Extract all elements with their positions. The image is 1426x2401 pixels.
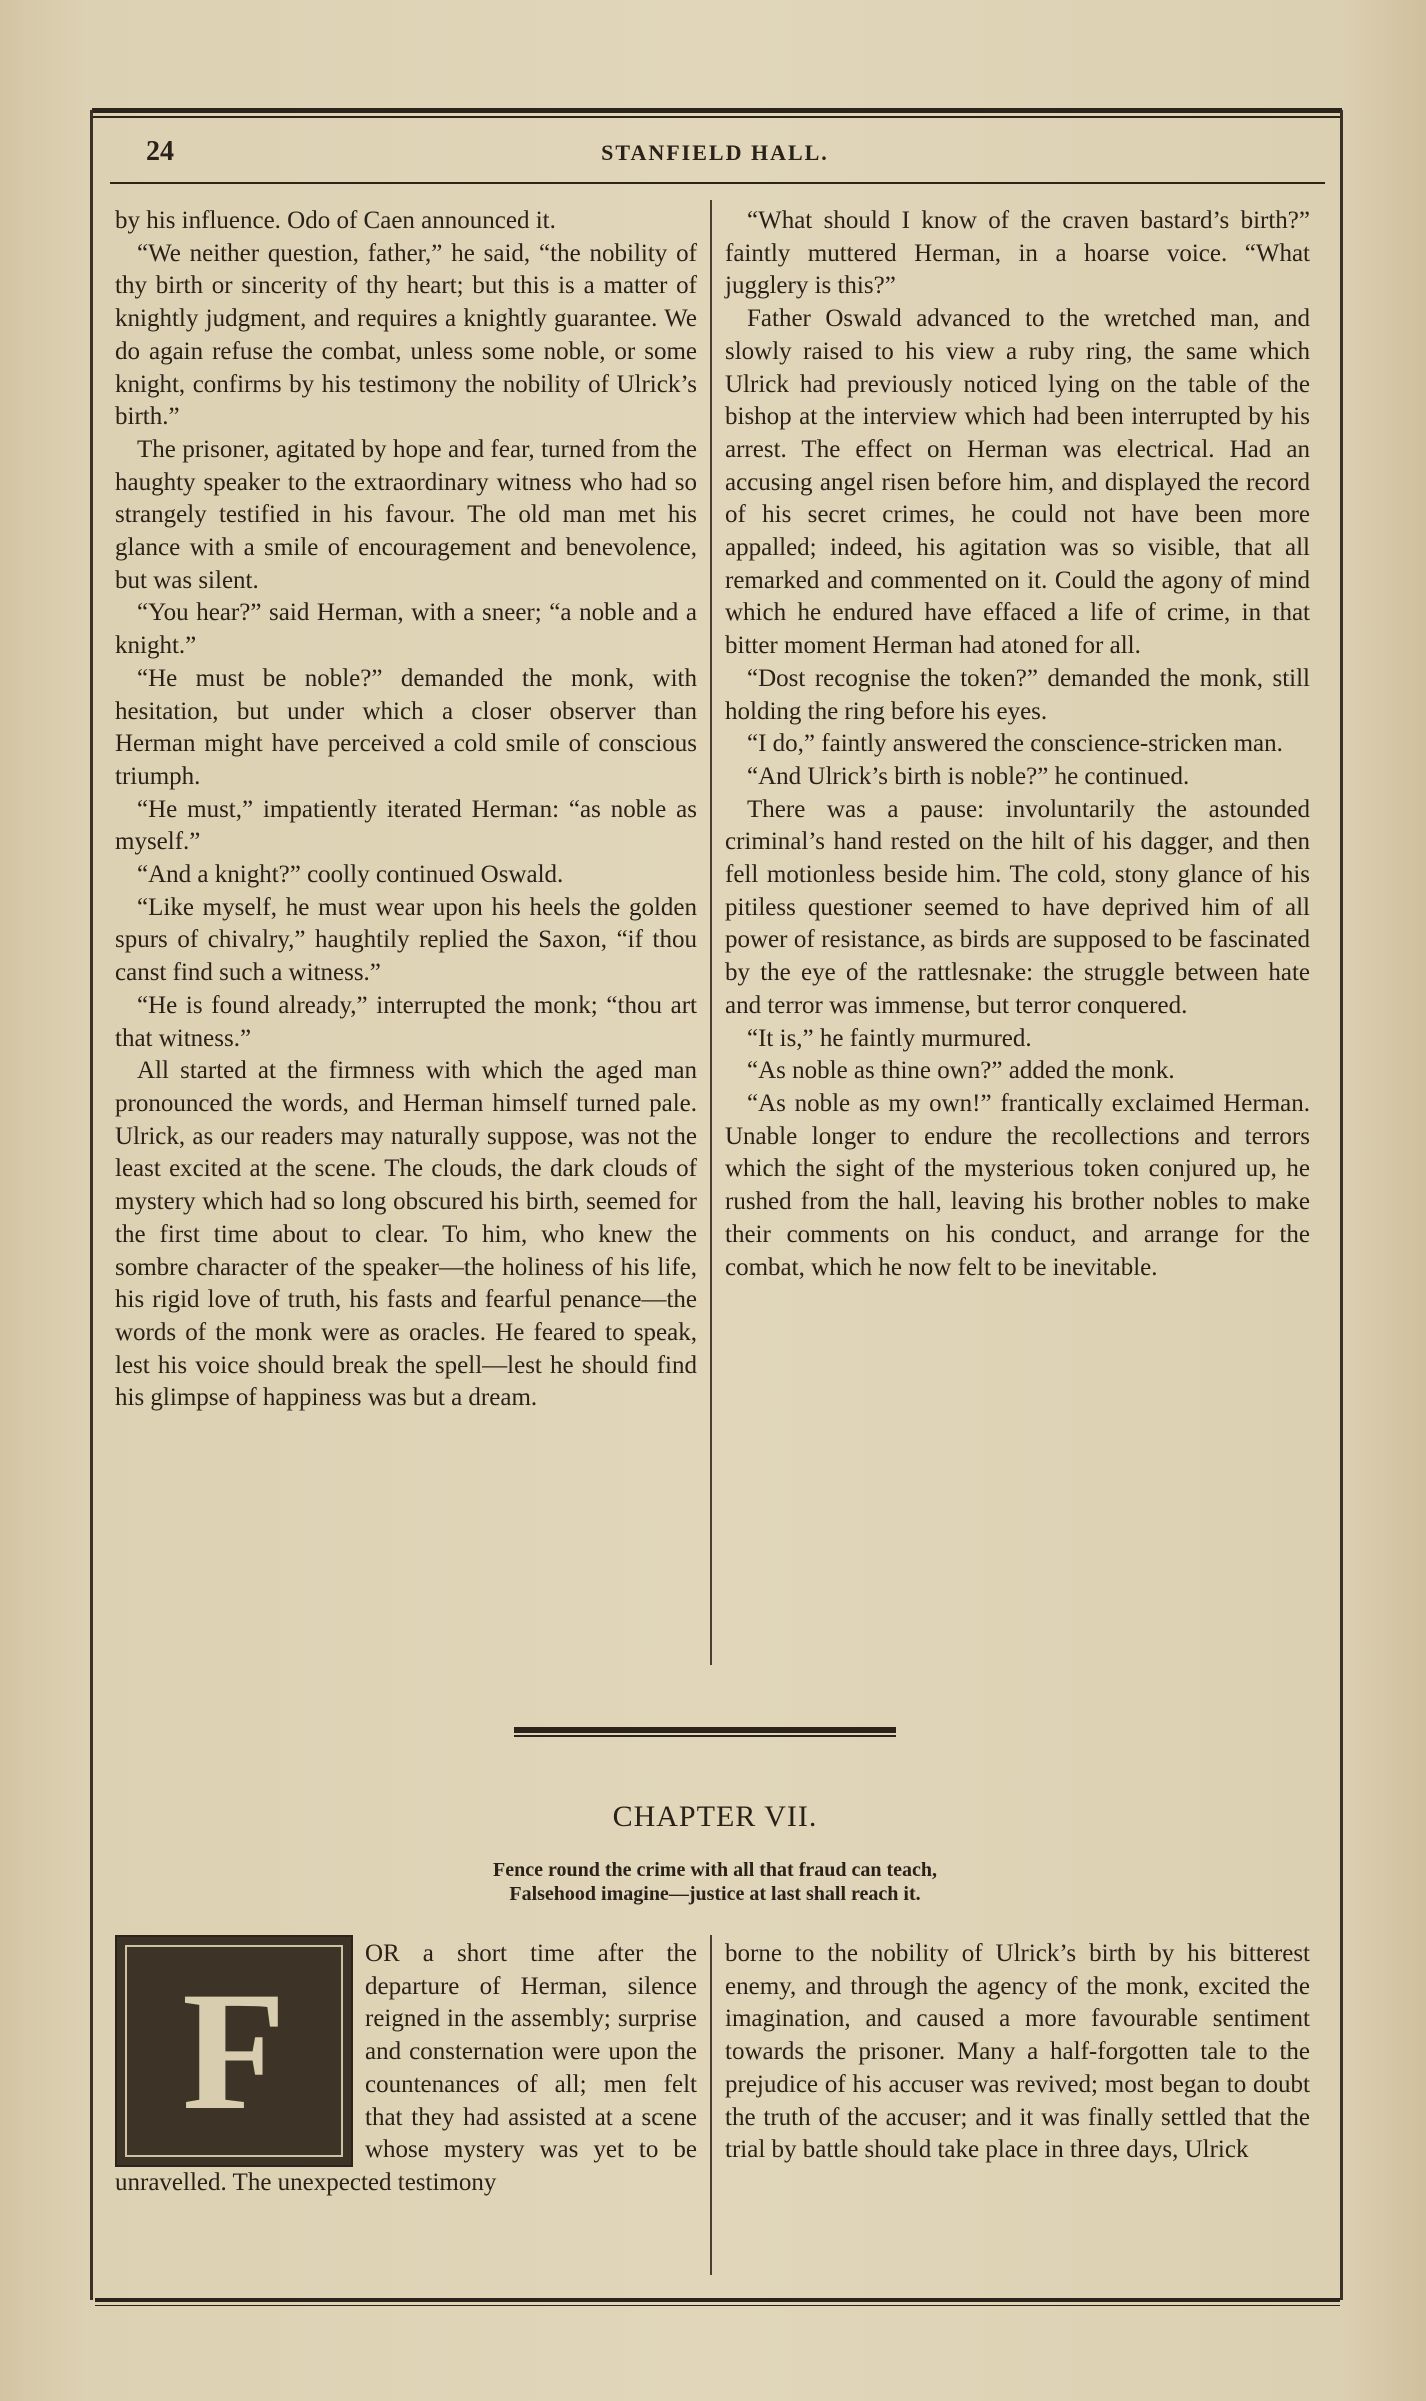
chapter-right-column (725, 1938, 1310, 2167)
chapter-left-column (115, 1938, 697, 2200)
chapter-epigraph (110, 1858, 1320, 1906)
left-paragraph: The prisoner, agitated by hope and fear, turned from the haughty speaker to the extraordinary witness who had so strangely testified in his favour. The old man met his glance with a smile of encouragement and benevolence, but was silent. (115, 435, 697, 594)
right-paragraph: “As noble as thine own?” added the monk. (747, 1057, 1175, 1085)
right-paragraph: “It is,” he faintly murmured. (747, 1024, 1032, 1052)
left-paragraph: All started at the firmness with which the aged man pronounced the words, and Herman himself turned pale. Ulrick, as our readers may naturally suppose, was not the least excited at the scene. The clouds, the dark clouds of mystery which had so long obscured his birth, seemed for the first time about to clear. To him, who knew the sombre character of the speaker—the holiness of his life, his rigid love of truth, his fasts and fearful penance—the words of the monk were as oracles. He feared to speak, lest his voice should break the spell—lest he should find his glimpse of happiness was but a dream. (115, 1057, 697, 1412)
right-paragraph: There was a pause: involuntarily the astounded criminal’s hand rested on the hilt of his dagger, and then fell motionless beside him. The cold, stony glance of his pitiless questioner seemed to have deprived him of all power of resistance, as birds are supposed to be fascinated by the eye of the rattlesnake: the struggle between hate and terror was immense, but terror conquered. (725, 795, 1310, 1019)
left-paragraph: “He must be noble?” demanded the monk, with hesitation, but under which a closer observer than Herman might have perceived a cold smile of conscious triumph. (115, 664, 697, 790)
right-column (725, 205, 1310, 1284)
right-paragraph: “Dost recognise the token?” demanded the monk, still holding the ring before his eyes. (725, 664, 1310, 725)
page-number: 24 (146, 136, 174, 167)
right-paragraph: “What should I know of the craven bastard’s birth?” faintly muttered Herman, in a hoarse voice. “What jugglery is this?” (725, 207, 1310, 300)
right-paragraph: “As noble as my own!” frantically exclaimed Herman. Unable longer to endure the recollections and terrors which the sight of the mysterious token conjured up, he rushed from the hall, leaving his brother nobles to make their comments on his conduct, and arrange for the combat, which he now felt to be inevitable. (725, 1089, 1310, 1281)
epigraph-line: Fence round the crime with all that fraud can teach, (492, 1859, 938, 1881)
right-paragraph: Father Oswald advanced to the wretched man, and slowly raised to his view a ruby ring, the same which Ulrick had previously noticed lying on the table of the bishop at the interview which had been interrupted by his arrest. The effect on Herman was electrical. Had an accusing angel risen before him, and displayed the record of his secret crimes, he could not have been more appalled; indeed, his agitation was so visible, that all remarked and commented on it. Could the agony of mind which he endured have effaced a life of crime, in that bitter moment Herman had atoned for all. (725, 305, 1310, 660)
section-separator (514, 1727, 896, 1733)
dropcap-letter: F (125, 1945, 343, 2157)
dropcap-spacer (115, 1938, 365, 2160)
chapter-right-text: borne to the nobility of Ulrick’s birth by his bitterest enemy, and through the agency of the monk, excited the imagination, and caused a more favourable sentiment towards the prisoner. Many a half-forgotten tale to the prejudice of his accuser was revived; most began to doubt the truth of the accuser; and it was finally settled that the trial by battle should take place in three days, Ulrick (725, 1940, 1310, 2164)
column-divider-top (710, 200, 712, 1665)
left-paragraph: “He is found already,” interrupted the monk; “thou art that witness.” (115, 991, 697, 1052)
bottom-rule (95, 2298, 1340, 2302)
left-paragraph: “Like myself, he must wear upon his heels the golden spurs of chivalry,” haughtily replied the Saxon, “if thou canst find such a witness.” (115, 893, 697, 987)
left-column (115, 205, 697, 1415)
chapter-left-text (115, 1938, 697, 2200)
right-frame-rule (1340, 110, 1343, 2300)
top-rule-thin (92, 116, 1342, 118)
left-paragraph: “You hear?” said Herman, with a sneer; “a noble and a knight.” (115, 599, 697, 660)
running-head: STANFIELD HALL. (601, 140, 829, 165)
column-divider-bottom (710, 1935, 712, 2275)
left-paragraph: “And a knight?” coolly continued Oswald. (137, 861, 564, 889)
page-header (110, 136, 1320, 176)
right-paragraph: “And Ulrick’s birth is noble?” he continued. (747, 762, 1190, 790)
chapter-left-body: OR a short time after the departure of Herman, silence reigned in the assembly; surprise and consternation were upon the countenances of all; men felt that they had assisted at a scene whose mystery was yet to be unravelled. The unexpected testimony (115, 1940, 697, 2196)
bottom-rule-thin (95, 2305, 1340, 2306)
right-paragraph: “I do,” faintly answered the conscience-stricken man. (747, 730, 1283, 758)
section-separator-thin (514, 1735, 896, 1737)
left-frame-rule (90, 110, 93, 2300)
epigraph-line: Falsehood imagine—justice at last shall reach it. (509, 1883, 921, 1905)
chapter-title: CHAPTER VII. (612, 1800, 818, 1833)
left-paragraph: by his influence. Odo of Caen announced it. (115, 207, 556, 234)
left-paragraph: “We neither question, father,” he said, “the nobility of thy birth or sincerity of thy heart; but this is a matter of knightly judgment, and requires a knightly guarantee. We do again refuse the combat, unless some noble, or some knight, confirms by his testimony the nobility of Ulrick’s birth.” (115, 239, 697, 431)
header-rule (110, 182, 1325, 184)
left-paragraph: “He must,” impatiently iterated Herman: “as noble as myself.” (115, 795, 697, 856)
top-rule-thick (92, 108, 1342, 113)
